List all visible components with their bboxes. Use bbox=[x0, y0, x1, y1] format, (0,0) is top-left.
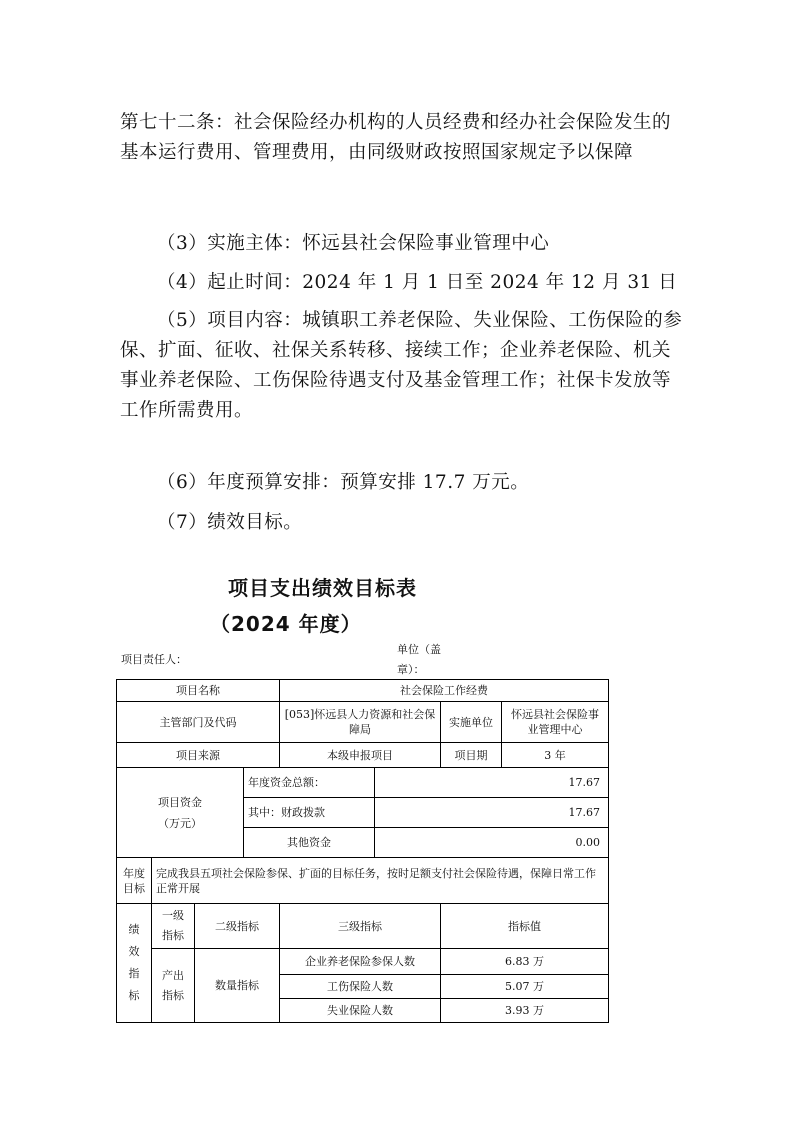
performance-goal-line: （7）绩效目标。 bbox=[157, 512, 303, 533]
perf-label-char: 标 bbox=[128, 989, 140, 1002]
table-year: （2024 年度） bbox=[210, 612, 362, 636]
other-funds-label: 其他资金 bbox=[244, 828, 375, 858]
annual-goal-label-2: 目标 bbox=[123, 881, 145, 895]
indicator-name: 失业保险人数 bbox=[280, 999, 441, 1023]
perf-label-char: 指 bbox=[128, 967, 140, 980]
period-cell bbox=[441, 743, 609, 768]
perf-label-char: 绩 bbox=[128, 923, 140, 936]
funds-label: 项目资金 bbox=[158, 795, 202, 809]
funds-unit: （万元） bbox=[158, 816, 202, 830]
budget-line: （6）年度预算安排：预算安排 17.7 万元。 bbox=[157, 472, 530, 493]
article-72-paragraph: 第七十二条：社会保险经办机构的人员经费和经办社会保险发生的基本运行费用、管理费用，由同级财政按照国家规定予以保障 bbox=[120, 112, 672, 163]
level3-header: 三级指标 bbox=[280, 904, 441, 949]
table-row bbox=[117, 680, 609, 702]
level2-value: 数量指标 bbox=[195, 949, 280, 1023]
table-row bbox=[117, 904, 609, 949]
level2-header: 二级指标 bbox=[195, 904, 280, 949]
annual-goal-label-1: 年度 bbox=[123, 866, 145, 880]
total-funds-label: 年度资金总额： bbox=[244, 768, 375, 798]
impl-unit-cell bbox=[441, 702, 609, 743]
impl-unit-value: 怀远县社会保险事业管理中心 bbox=[511, 708, 599, 736]
fiscal-funds-label: 其中：财政拨款 bbox=[244, 798, 375, 828]
table-row bbox=[117, 949, 609, 975]
funds-label-cell bbox=[117, 768, 244, 858]
implementer-line: （3）实施主体：怀远县社会保险事业管理中心 bbox=[157, 233, 550, 254]
indicator-name: 企业养老保险参保人数 bbox=[280, 949, 441, 975]
perf-label-char: 效 bbox=[128, 945, 140, 958]
table-row bbox=[117, 858, 609, 904]
period-label: 项目期 bbox=[441, 743, 502, 767]
project-name-value: 社会保险工作经费 bbox=[280, 680, 609, 702]
total-funds-value: 17.67 bbox=[375, 768, 609, 798]
table-title: 项目支出绩效目标表 bbox=[228, 576, 417, 600]
source-label: 项目来源 bbox=[117, 743, 280, 768]
level1-value: 产出指标 bbox=[152, 949, 195, 1023]
perf-indicator-label-cell bbox=[117, 904, 152, 1023]
table-row bbox=[117, 743, 609, 768]
period-line: （4）起止时间：2024 年 1 月 1 日至 2024 年 12 月 31 日 bbox=[157, 272, 678, 293]
value-header: 指标值 bbox=[441, 904, 609, 949]
level1-header: 一级指标 bbox=[152, 904, 195, 949]
impl-unit-label: 实施单位 bbox=[441, 702, 502, 742]
indicator-value: 5.07 万 bbox=[441, 975, 609, 999]
period-value: 3 年 bbox=[544, 748, 566, 762]
dept-value: [053]怀远县人力资源和社会保障局 bbox=[280, 702, 441, 743]
other-funds-value: 0.00 bbox=[375, 828, 609, 858]
fiscal-funds-value: 17.67 bbox=[375, 798, 609, 828]
annual-goal-label-cell bbox=[117, 858, 152, 904]
annual-goal-text: 完成我县五项社会保险参保、扩面的目标任务，按时足额支付社会保险待遇，保障日常工作正常开展 bbox=[152, 858, 609, 904]
performance-target-table bbox=[116, 679, 609, 1023]
responsible-person-label: 项目责任人： bbox=[121, 653, 187, 666]
indicator-value: 6.83 万 bbox=[441, 949, 609, 975]
dept-label: 主管部门及代码 bbox=[117, 702, 280, 743]
table-row bbox=[117, 702, 609, 743]
project-content-paragraph: （5）项目内容：城镇职工养老保险、失业保险、工伤保险的参保、扩面、征收、社保关系转移、接续工作；企业养老保险、机关事业养老保险、工伤保险待遇支付及基金管理工作；社保卡发放等工作所需费用。 bbox=[120, 310, 683, 421]
table-row bbox=[117, 768, 609, 798]
indicator-value: 3.93 万 bbox=[441, 999, 609, 1023]
indicator-name: 工伤保险人数 bbox=[280, 975, 441, 999]
source-value: 本级申报项目 bbox=[280, 743, 441, 768]
unit-seal-label-1: 单位（盖 bbox=[397, 643, 441, 656]
unit-seal-label-2: 章）： bbox=[397, 663, 425, 676]
project-name-label: 项目名称 bbox=[117, 680, 280, 702]
